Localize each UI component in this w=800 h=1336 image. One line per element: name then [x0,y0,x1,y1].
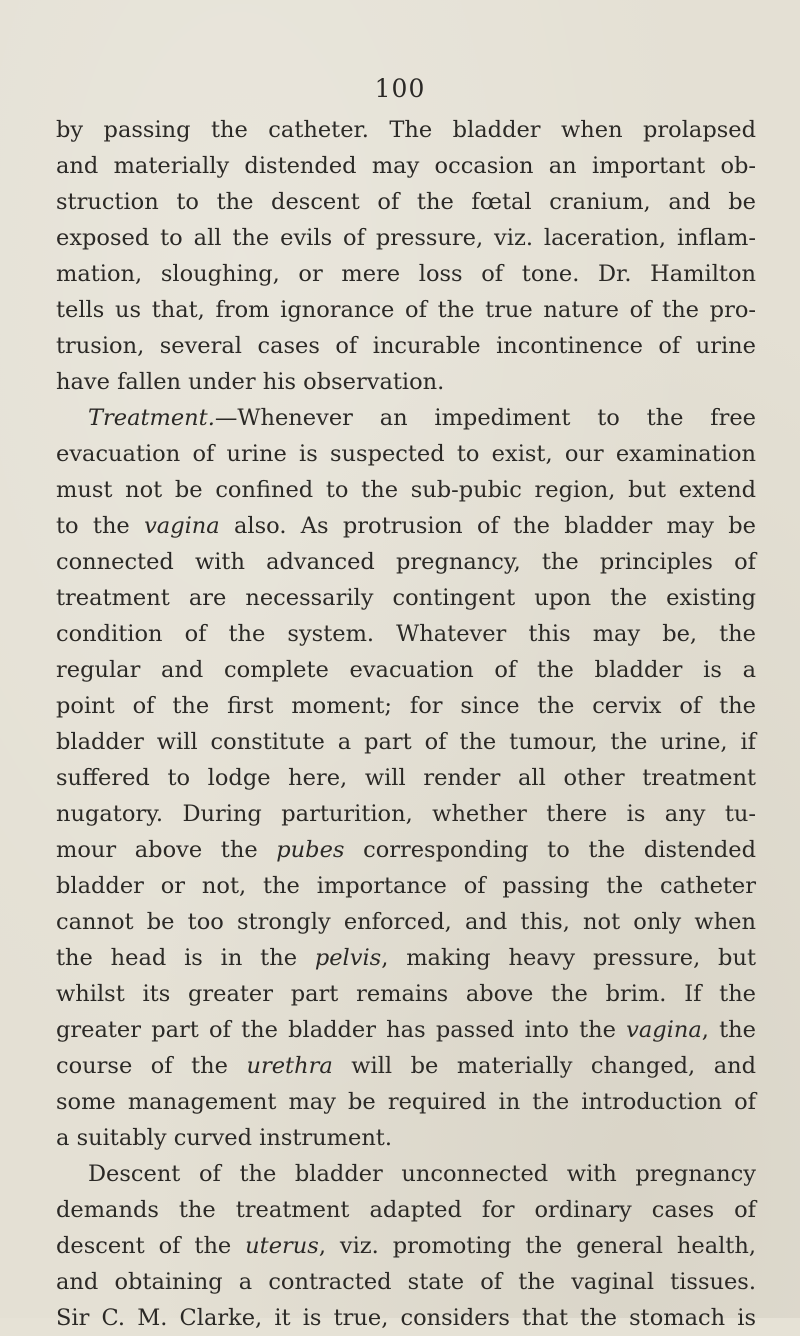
text-line-vagina: to the vagina also. As protrusion of the bladder may be [56,513,756,539]
text-line: exposed to all the evils of pressure, viz. laceration, inflam- [56,225,756,251]
text-line: bladder will constitute a part of the tumour, the urine, if [56,729,756,755]
text-line-treatment: Treatment.—Whenever an impediment to the free [88,405,756,431]
text-line: some management may be required in the introduction of [56,1089,756,1115]
text-line: condition of the system. Whatever this may be, the [56,621,756,647]
text-line-pelvis: the head is in the pelvis, making heavy pressure, but [56,945,756,971]
text-line: tells us that, from ignorance of the true nature of the pro- [56,297,756,323]
text-line: must not be confined to the sub-pubic region, but extend [56,477,756,503]
text-line: and materially distended may occasion an important ob- [56,153,756,179]
text-line: cannot be too strongly enforced, and this, not only when [56,909,756,935]
text-line: treatment are necessarily contingent upon the existing [56,585,756,611]
text-line: struction to the descent of the fœtal cranium, and be [56,189,756,215]
text-line: mation, sloughing, or mere loss of tone. Dr. Hamilton [56,261,756,287]
text-line: trusion, several cases of incurable incontinence of urine [56,333,756,359]
text-line-vagina-2: greater part of the bladder has passed into the vagina, the [56,1017,756,1043]
text-line-pubes: mour above the pubes corresponding to the distended [56,837,756,863]
text-line: a suitably curved instrument. [56,1125,393,1151]
text-line-urethra: course of the urethra will be materially changed, and [56,1053,757,1079]
body-text [56,112,756,1336]
text-line: bladder or not, the importance of passing the catheter [56,873,756,899]
text-line: whilst its greater part remains above the brim. If the [56,981,756,1007]
text-line: and obtaining a contracted state of the vaginal tissues. [56,1269,756,1295]
text-line-uterus: descent of the uterus, viz. promoting the general health, [56,1233,756,1259]
text-line: connected with advanced pregnancy, the principles of [56,549,756,575]
text-line: evacuation of urine is suspected to exist, our examination [56,441,756,467]
text-line: suffered to lodge here, will render all other treatment [56,765,756,791]
treatment-heading: Treatment. [88,405,215,431]
text-line: by passing the catheter. The bladder when prolapsed [56,117,756,143]
text-line: demands the treatment adapted for ordinary cases of [56,1197,756,1223]
text-line: nugatory. During parturition, whether there is any tu- [56,801,756,827]
text-line: have fallen under his observation. [56,369,445,395]
page-number: 100 [374,74,426,103]
text-line: Descent of the bladder unconnected with pregnancy [88,1161,756,1187]
text-line: Sir C. M. Clarke, it is true, considers that the stomach is [56,1305,756,1331]
text-line: point of the first moment; for since the cervix of the [56,693,756,719]
text-line: regular and complete evacuation of the bladder is a [56,657,756,683]
